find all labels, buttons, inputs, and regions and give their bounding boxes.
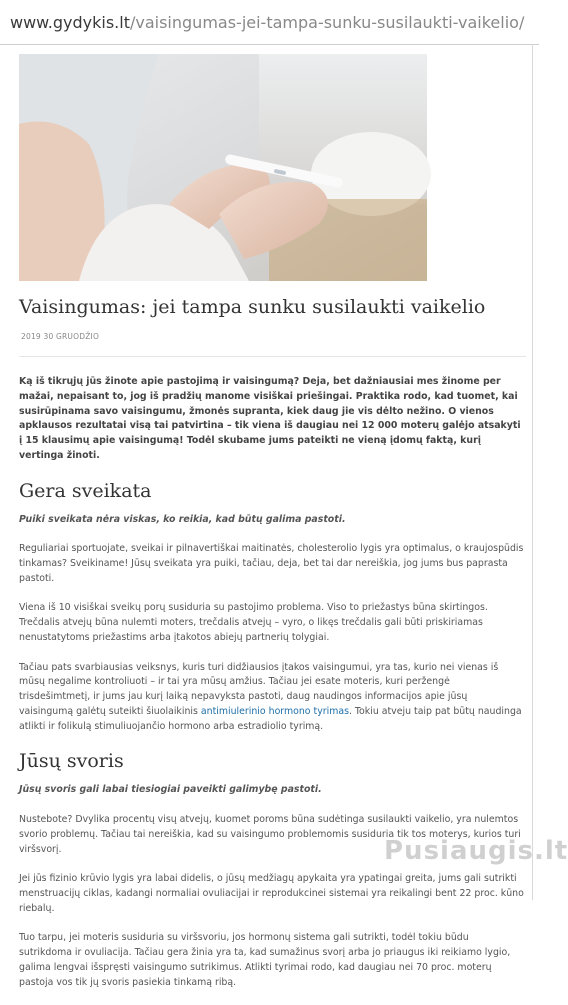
paragraph: Viena iš 10 visiškai sveikų porų susiduria su pastojimo problema. Viso to priežastys būna skirtingos. Trečdalis atvejų būna nulemti moters, trečdalis atvejų – vyro, o likęs trečdalis gali būti priskiriamas nenustatytoms priežastims arba įtakotos abiejų partnerių tolygiai. [19, 602, 488, 643]
article-date: 2019 30 GRUODŽIO [21, 332, 100, 341]
paragraph: Nustebote? Dvylika procentų visų atvejų, kuomet poroms būna sudėtinga susilaukti vaikelio, yra nulemtos svorio problemų. Tačiau tai nereiškia, kad su vaisingumo problemomis susiduria tik tos moterys, kurios turi viršsvorį. [19, 813, 521, 855]
url-host: www.gydykis.lt [10, 13, 130, 32]
paragraph: Reguliariai sportuojate, sveikai ir pilnavertiškai maitinatės, cholesterolio lygis yra optimalus, o kraujospūdis tinkamas? Sveikiname! Jūsų sveikata yra puiki, tačiau, deja, bet tai dar nereiškia, jog jums bus paprasta pastoti. [19, 543, 524, 584]
article-title: Vaisingumas: jei tampa sunku susilaukti vaikelio [19, 296, 486, 318]
paragraph: Jei jūs fizinio krūvio lygis yra labai didelis, o jūsų medžiagų apykaita yra ypatingai greita, jums gali sutrikti menstruacijų ciklas, kadangi normaliai ovuliacijai ir reprodukcinei sistemai yra reikalingi bent 22 proc. kūno riebalų. [19, 873, 524, 914]
paragraph-text: . Tokiu atveju taip pat būtų naudinga atlikti ir folikulą stimuliuojančio hormono arba estradiolio tyrimą. [19, 705, 522, 732]
section-heading-health: Gera sveikata [19, 479, 152, 502]
section-lead-health: Puiki sveikata nėra viskas, ko reikia, kad būtų galima pastoti. [19, 513, 346, 525]
article-body [19, 375, 524, 1005]
intro-paragraph: Ką iš tikrųjų jūs žinote apie pastojimą ir vaisingumą? Deja, bet dažniausiai mes žinome per mažai, nepaisant to, jog iš pradžių manome visiškai priešingai. Praktika rodo, kad tuomet, kai susirūpinama savo vaisingumu, žmonės supranta, kiek daug jie vis dėlto nežino. O vienos apklausos rezultatai visą tai patvirtina – tik viena iš daugiau nei 12 000 moterų galėjo atsakyti į 15 klausimų apie vaisingumą! Todėl skubame jums pateikti ne vieną įdomų faktą, kurį vertinga žinoti. [19, 376, 521, 461]
hero-image [19, 54, 427, 281]
amh-test-link[interactable]: antimiulerinio hormono tyrimas [200, 705, 349, 717]
divider [19, 356, 526, 357]
paragraph-text: Tačiau pats svarbiausias veiksnys, kuris turi didžiausios įtakos vaisingumui, yra tas, kurio nei vienas iš mūsų negalime kontroliuoti – ir tai yra mūsų amžius. Tačiau jei esate moteris, kuri peržengė trisdešimtmetį, ir jums jau kurį laiką nepavyksta pastoti, daug naudingos informacijos apie jūsų vaisingumą galėtų suteikti šiuolaikinis [19, 661, 499, 717]
url-text[interactable] [10, 13, 524, 32]
paragraph-with-link [19, 661, 524, 735]
watermark: Pusiaugis.lt [384, 836, 568, 866]
pregnancy-test-photo-icon [19, 54, 427, 281]
scroll-edge [532, 44, 533, 900]
address-bar[interactable] [0, 0, 539, 45]
section-lead-weight: Jūsų svoris gali labai tiesiogiai paveikti galimybę pastoti. [19, 784, 322, 796]
paragraph: Tuo tarpu, jei moteris susiduria su viršsvoriu, jos hormonų sistema gali sutrikti, todėl tokiu būdu sutrikdoma ir ovuliacija. Tačiau gera žinia yra ta, kad sumažinus svorį arba jo priaugus iki reikiamo lygio, galima lengvai išspręsti vaisingumo sutrikimus. Atlikti tyrimai rodo, kad daugiau nei 70 proc. moterų pastoja vos tik jų svoris pasiekia tinkamą ribą. [19, 932, 511, 988]
article-page [0, 44, 532, 988]
url-path: /vaisingumas-jei-tampa-sunku-susilaukti-vaikelio/ [129, 13, 525, 32]
section-heading-weight: Jūsų svoris [19, 750, 124, 773]
